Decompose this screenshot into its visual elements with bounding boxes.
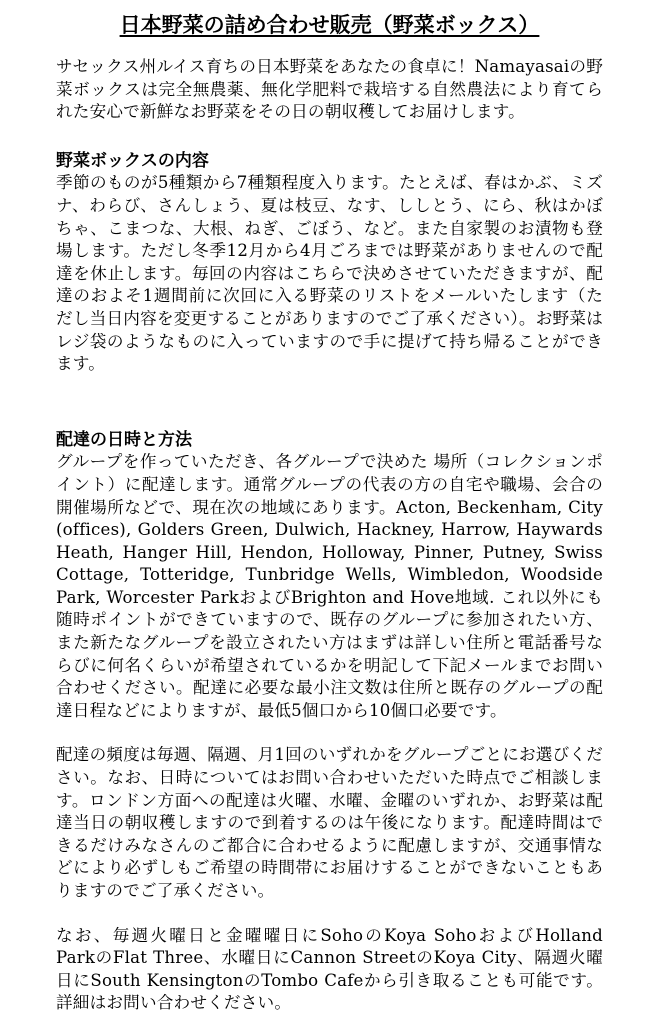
box-section-heading: 野菜ボックスの内容 [56,150,209,171]
page-title-text: 日本野菜の詰め合わせ販売（野菜ボックス） [119,12,540,37]
delivery-section-heading: 配達の日時と方法 [56,429,192,450]
delivery-section [56,429,603,1015]
page-title [56,12,603,38]
delivery-paragraph-2: 配達の頻度は毎週、隔週、月1回のいずれかをグループごとにお選びください。なお、日時についてはお問い合わせいただいた時点でご相談します。ロンドン方面への配達は火曜、水曜、金曜のいずれか、お野菜は配達当日の朝収穫しますので到着するのは午後になります。配達時間はできるだけみなさんのご都合に合わせるように配慮しますが、交通事情などにより必ずしもご希望の時間帯にお届けすることができないこともありますのでご了承ください。 [56,745,603,900]
delivery-paragraph-3: なお、毎週火曜日と金曜曜日にSohoのKoya SohoおよびHolland ParkのFlat Three、水曜日にCannon StreetのKoya City、隔週火曜日にSouth KensingtonのTombo Cafeから引き取ることも可能です。詳細はお問い合わせください。 [56,925,603,1013]
intro-paragraph: サセックス州ルイス育ちの日本野菜をあなたの食卓に！Namayasaiの野菜ボックスは完全無農薬、無化学肥料で栽培する自然農法により育てられた安心で新鮮なお野菜をその日の朝収穫してお届けします。 [56,57,603,122]
box-section [56,150,603,376]
box-section-body: 季節のものが5種類から7種類程度入ります。たとえば、春はかぶ、ミズナ、わらび、さんしょう、夏は枝豆、なす、ししとう、にら、秋はかぼちゃ、こまつな、大根、ねぎ、ごぼう、など。また自家製のお漬物も登場します。ただし冬季12月から4月ごろまでは野菜がありませんので配達を休止します。毎回の内容はこちらで決めさせていただきますが、配達のおよそ1週間前に次回に入る野菜のリストをメールいたします（ただし当日内容を変更することがありますのでご了承ください）。お野菜はレジ袋のようなものに入っていますので手に提げて持ち帰ることができます。 [56,173,603,374]
delivery-paragraph-1: グループを作っていただき、各グループで決めた 場所（コレクションポイント）に配達します。通常グループの代表の方の自宅や職場、会合の開催場所などで、現在次の地域にあります。Acton, Beckenham, City (offices), Golders Green, Dulwich, Hackney, Harrow, Haywards Heath, Hanger Hill, Hendon, Holloway, Pinner, Putney, Swiss Cottage, Totteridge, Tunbridge Wells, Wimbledon, Woodside Park, Worcester ParkおよびBrighton and Hove地域. これ以外にも随時ポイントができていますので、既存のグループに参加されたい方、また新たなグループを設立されたい方はまずは詳しい住所と電話番号ならびに何名くらいが希望されているかを明記して下記メールまでお問い合わせください。配達に必要な最小注文数は住所と既存のグループの配達日程などによりますが、最低5個口から10個口必要です。 [56,452,603,720]
